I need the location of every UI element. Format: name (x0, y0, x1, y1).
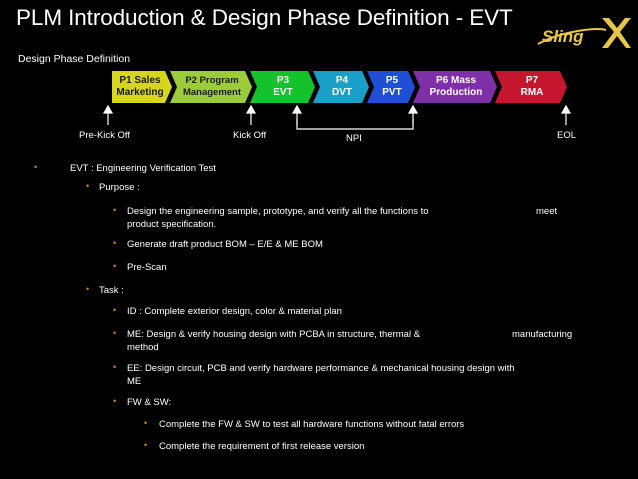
eol-label: EOL (557, 130, 577, 141)
phase-p2-label: P2 Program Management (182, 75, 242, 98)
npi-label: NPI (346, 133, 362, 144)
phase-p7-label: P7 RMA (520, 75, 544, 98)
bullet-dot-l3: • (113, 396, 117, 406)
bullet-dot-l1: • (34, 162, 38, 172)
bullet-dot-l3: • (113, 205, 117, 215)
bullet-dot-l3: • (113, 305, 117, 315)
purpose-item-2: Generate draft product BOM – E/E & ME BOM (127, 239, 323, 250)
evt-definition: EVT : Engineering Verification Test (70, 163, 216, 174)
bullet-dot-l3: • (113, 328, 117, 338)
task-item-ee: EE: Design circuit, PCB and verify hardware performance & mechanical housing design with ME (127, 363, 515, 387)
svg-text:Sling: Sling (542, 27, 584, 46)
fw-sw-item-1: Complete the FW & SW to test all hardware functions without fatal errors (159, 419, 465, 430)
purpose-item-1: Design the engineering sample, prototype, and verify all the functions to meet product specification. (127, 206, 558, 230)
bullet-dot-l4: • (144, 440, 148, 450)
fw-sw-item-2: Complete the requirement of first release version (159, 441, 365, 452)
phase-p5-label: P5 PVT (382, 75, 402, 98)
task-item-me: ME: Design & verify housing design with PCBA in structure, thermal & manufacturing method (127, 329, 573, 353)
kickoff-label: Kick Off (233, 130, 267, 141)
phase-p3-label: P3 EVT (273, 75, 293, 98)
task-heading: Task : (99, 285, 124, 296)
phase-p4-label: P4 DVT (332, 75, 352, 98)
purpose-heading: Purpose : (99, 182, 140, 193)
phase-p1-label: P1 Sales Marketing (116, 75, 164, 98)
task-item-fw-sw: FW & SW: (127, 397, 172, 408)
task-item-id: ID : Complete exterior design, color & material plan (127, 306, 342, 317)
bullet-dot-l2: • (86, 181, 90, 191)
npi-bracket (297, 119, 413, 129)
phase-p6-label: P6 Mass Production (429, 75, 483, 98)
purpose-item-3: Pre-Scan (127, 262, 167, 273)
bullet-dot-l3: • (113, 362, 117, 372)
slide-title: PLM Introduction & Design Phase Definition - EVT (16, 5, 513, 30)
bullet-dot-l3: • (113, 261, 117, 271)
phase-timeline (0, 0, 638, 140)
section-subtitle: Design Phase Definition (18, 53, 131, 65)
bullet-dot-l4: • (144, 418, 148, 428)
bullet-dot-l3: • (113, 238, 117, 248)
bullet-dot-l2: • (86, 284, 90, 294)
pre-kickoff-label: Pre-Kick Off (79, 130, 131, 141)
